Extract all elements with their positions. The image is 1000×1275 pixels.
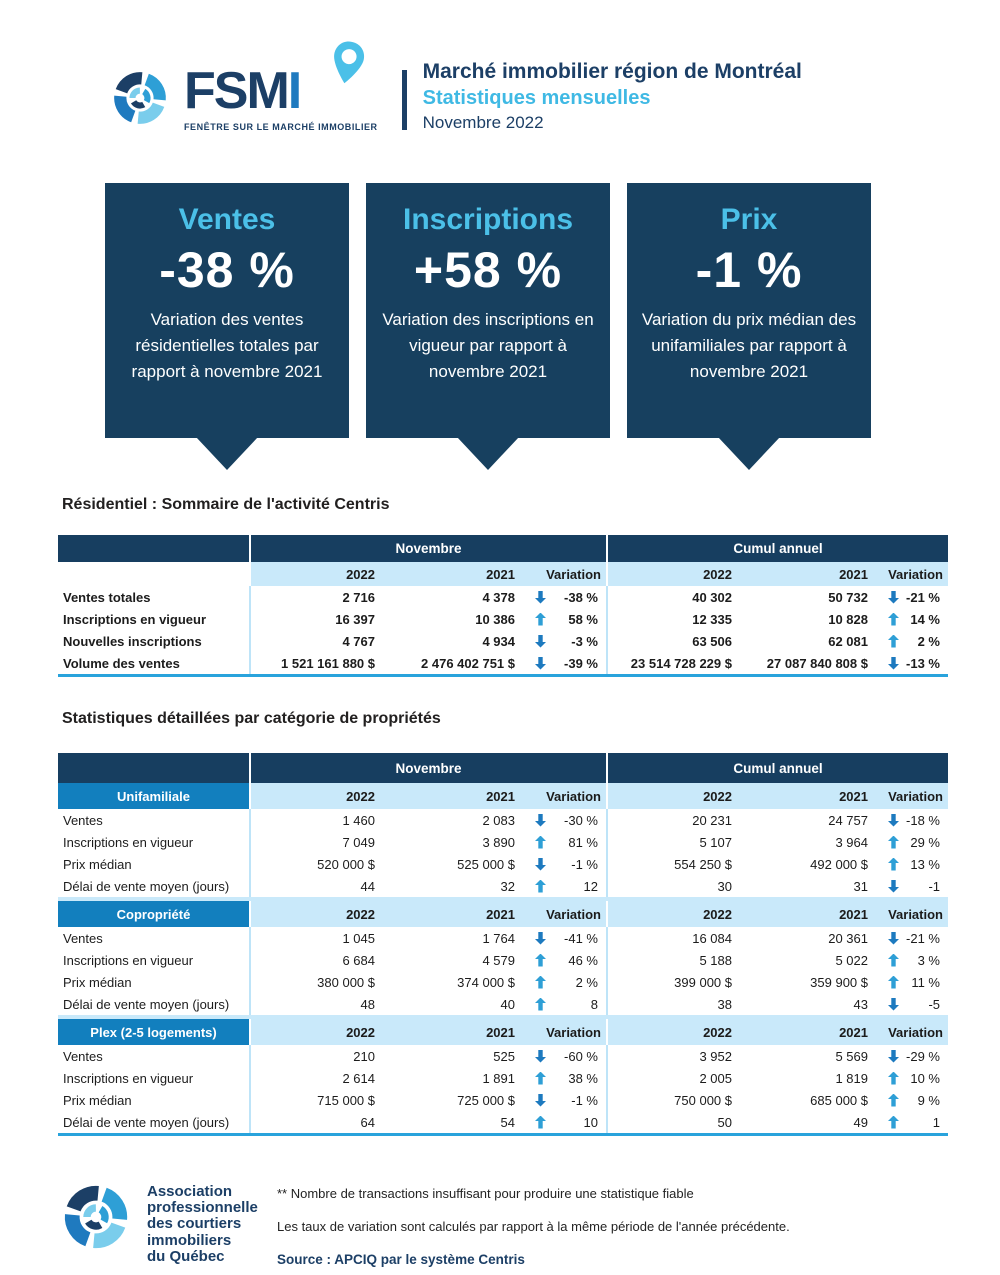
group-header: Novembre bbox=[249, 535, 606, 562]
variation-cell bbox=[525, 971, 606, 993]
cell-value: 12 335 bbox=[606, 608, 742, 630]
cell-value: 3 952 bbox=[606, 1045, 742, 1067]
table-row bbox=[58, 608, 948, 630]
row-label: Ventes bbox=[63, 1048, 103, 1064]
row-label: Délai de vente moyen (jours) bbox=[63, 1114, 230, 1130]
cell-value: 399 000 $ bbox=[606, 971, 742, 993]
variation-value: -5 bbox=[928, 996, 940, 1012]
column-header: 2022 bbox=[249, 562, 385, 586]
cell-value: 2 716 bbox=[249, 586, 385, 608]
cell-value: 525 000 $ bbox=[457, 856, 515, 872]
cell-value: 725 000 $ bbox=[457, 1092, 515, 1108]
cell-value: 62 081 bbox=[828, 633, 868, 649]
kpi-callouts bbox=[105, 183, 871, 438]
cell-value: 38 bbox=[606, 993, 742, 1015]
table-row bbox=[58, 971, 948, 993]
table-row bbox=[58, 809, 948, 831]
variation-value: -18 % bbox=[906, 812, 940, 828]
org-name-line: immobiliers bbox=[147, 1231, 232, 1249]
cell-value: 492 000 $ bbox=[810, 856, 868, 872]
cell-value: 48 bbox=[249, 993, 385, 1015]
column-header: 2021 bbox=[742, 783, 878, 809]
down-arrow-icon bbox=[888, 657, 899, 670]
up-arrow-icon bbox=[535, 976, 546, 989]
cell-value: 40 bbox=[500, 996, 515, 1012]
variation-value: 2 % bbox=[575, 974, 598, 990]
cell-value: 31 bbox=[853, 878, 868, 894]
cell-value: 24 757 bbox=[828, 812, 868, 828]
variation-value: 11 % bbox=[911, 974, 940, 990]
cell-value: 715 000 $ bbox=[249, 1089, 385, 1111]
cell-value: 3 890 bbox=[482, 834, 515, 850]
variation-cell bbox=[878, 608, 948, 630]
up-arrow-icon bbox=[888, 635, 899, 648]
cell-value: 2 005 bbox=[606, 1067, 742, 1089]
cell-value: 64 bbox=[249, 1111, 385, 1133]
variation-cell bbox=[525, 1067, 606, 1089]
cell-value: 5 569 bbox=[835, 1048, 868, 1064]
cell-value: 27 087 840 808 $ bbox=[766, 655, 868, 671]
variation-cell bbox=[878, 1045, 948, 1067]
cell-value: 685 000 $ bbox=[810, 1092, 868, 1108]
variation-value: -60 % bbox=[564, 1048, 598, 1064]
column-header: Variation bbox=[878, 901, 948, 927]
variation-cell bbox=[878, 652, 948, 674]
variation-value: -39 % bbox=[564, 655, 598, 671]
variation-value: 29 % bbox=[910, 834, 940, 850]
row-label: Inscriptions en vigueur bbox=[63, 1070, 194, 1086]
variation-value: -21 % bbox=[906, 930, 940, 946]
callout-pointer bbox=[718, 437, 780, 470]
table-row bbox=[58, 1045, 948, 1067]
row-label: Ventes bbox=[63, 930, 103, 946]
down-arrow-icon bbox=[888, 880, 899, 893]
row-label: Délai de vente moyen (jours) bbox=[63, 996, 230, 1012]
table-row bbox=[58, 993, 948, 1015]
callout-description: Variation des ventes résidentielles totales par rapport à novembre 2021 bbox=[131, 310, 323, 381]
fsmi-wordmark bbox=[184, 46, 378, 132]
down-arrow-icon bbox=[535, 657, 546, 670]
variation-cell bbox=[878, 993, 948, 1015]
row-label: Nouvelles inscriptions bbox=[63, 633, 202, 649]
variation-value: -1 % bbox=[571, 856, 598, 872]
cell-value: 50 bbox=[606, 1111, 742, 1133]
cell-value: 1 891 bbox=[482, 1070, 515, 1086]
variation-cell bbox=[878, 586, 948, 608]
row-label: Inscriptions en vigueur bbox=[63, 834, 194, 850]
variation-value: -1 bbox=[928, 878, 940, 894]
cell-value: 4 767 bbox=[249, 630, 385, 652]
variation-cell bbox=[525, 809, 606, 831]
cell-value: 210 bbox=[249, 1045, 385, 1067]
source-line: Source : APCIQ par le système Centris bbox=[277, 1252, 525, 1267]
table-row bbox=[58, 949, 948, 971]
callout-prix bbox=[627, 183, 871, 438]
row-label: Prix médian bbox=[63, 974, 132, 990]
variation-value: -29 % bbox=[906, 1048, 940, 1064]
summary-table-title: Résidentiel : Sommaire de l'activité Centris bbox=[62, 496, 390, 513]
category-label: Copropriété bbox=[58, 901, 249, 927]
up-arrow-icon bbox=[888, 613, 899, 626]
cell-value: 750 000 $ bbox=[606, 1089, 742, 1111]
variation-value: 2 % bbox=[917, 633, 940, 649]
detail-table bbox=[58, 753, 948, 1136]
column-header-row bbox=[58, 562, 948, 586]
cell-value: 7 049 bbox=[249, 831, 385, 853]
cell-value: 359 900 $ bbox=[810, 974, 868, 990]
variation-cell bbox=[878, 1089, 948, 1111]
table-group-header-row bbox=[58, 753, 948, 783]
variation-value: -38 % bbox=[564, 589, 598, 605]
cell-value: 554 250 $ bbox=[606, 853, 742, 875]
column-header: Variation bbox=[878, 1019, 948, 1045]
variation-cell bbox=[878, 875, 948, 897]
cell-value: 49 bbox=[853, 1114, 868, 1130]
variation-value: 8 bbox=[590, 996, 598, 1012]
column-header: 2022 bbox=[249, 783, 385, 809]
variation-cell bbox=[525, 831, 606, 853]
org-name-line: des courtiers bbox=[147, 1215, 242, 1233]
callout-title: Prix bbox=[720, 203, 778, 236]
up-arrow-icon bbox=[535, 836, 546, 849]
variation-value: 38 % bbox=[568, 1070, 598, 1086]
cell-value: 32 bbox=[500, 878, 515, 894]
callout-title: Inscriptions bbox=[402, 203, 574, 236]
column-header-row bbox=[58, 1019, 948, 1045]
variation-cell bbox=[878, 971, 948, 993]
up-arrow-icon bbox=[888, 976, 899, 989]
page-subtitle: Statistiques mensuelles bbox=[422, 87, 651, 110]
cell-value: 3 964 bbox=[835, 834, 868, 850]
cell-value: 1 460 bbox=[249, 809, 385, 831]
column-header: 2021 bbox=[742, 562, 878, 586]
cell-value: 44 bbox=[249, 875, 385, 897]
column-header: 2021 bbox=[385, 1019, 525, 1045]
column-header: Variation bbox=[525, 562, 606, 586]
org-name-line: Association bbox=[147, 1183, 233, 1200]
cell-value: 525 bbox=[493, 1048, 515, 1064]
up-arrow-icon bbox=[535, 998, 546, 1011]
callout-ventes bbox=[105, 183, 349, 438]
up-arrow-icon bbox=[888, 1072, 899, 1085]
group-header-spacer bbox=[58, 753, 249, 783]
summary-table bbox=[58, 535, 948, 677]
variation-cell bbox=[525, 1089, 606, 1111]
cell-value: 4 378 bbox=[482, 589, 515, 605]
row-label: Inscriptions en vigueur bbox=[63, 611, 207, 627]
up-arrow-icon bbox=[888, 1094, 899, 1107]
cell-value: 43 bbox=[853, 996, 868, 1012]
cell-value: 374 000 $ bbox=[457, 974, 515, 990]
row-label: Ventes totales bbox=[63, 589, 151, 605]
down-arrow-icon bbox=[888, 998, 899, 1011]
cell-value: 20 231 bbox=[606, 809, 742, 831]
variation-value: 46 % bbox=[568, 952, 598, 968]
variation-value: 12 bbox=[583, 878, 598, 894]
variation-cell bbox=[878, 630, 948, 652]
down-arrow-icon bbox=[888, 591, 899, 604]
table-row bbox=[58, 853, 948, 875]
variation-value: -3 % bbox=[571, 633, 598, 649]
table-row bbox=[58, 630, 948, 652]
header-divider bbox=[402, 70, 407, 130]
variation-value: 10 % bbox=[910, 1070, 940, 1086]
variation-value: -1 % bbox=[571, 1092, 598, 1108]
variation-cell bbox=[525, 993, 606, 1015]
down-arrow-icon bbox=[888, 1050, 899, 1063]
variation-value: -30 % bbox=[564, 812, 598, 828]
group-header: Novembre bbox=[249, 753, 606, 783]
variation-cell bbox=[525, 652, 606, 674]
cell-value: 23 514 728 229 $ bbox=[606, 652, 742, 674]
variation-value: -13 % bbox=[906, 655, 940, 671]
cell-value: 5 188 bbox=[606, 949, 742, 971]
org-name-line: professionnelle bbox=[147, 1199, 258, 1217]
up-arrow-icon bbox=[888, 858, 899, 871]
column-header: 2021 bbox=[742, 901, 878, 927]
column-header: Variation bbox=[878, 783, 948, 809]
column-header-row bbox=[58, 783, 948, 809]
table-row bbox=[58, 927, 948, 949]
cell-value: 30 bbox=[606, 875, 742, 897]
cell-value: 54 bbox=[500, 1114, 515, 1130]
fsmi-pinwheel-icon bbox=[106, 64, 174, 132]
column-header: 2021 bbox=[742, 1019, 878, 1045]
down-arrow-icon bbox=[535, 591, 546, 604]
group-header-spacer bbox=[58, 535, 249, 562]
callout-description: Variation du prix médian des unifamiliales par rapport à novembre 2021 bbox=[641, 310, 857, 381]
fsmi-tagline: FENÊTRE SUR LE MARCHÉ IMMOBILIER bbox=[184, 121, 378, 132]
cell-value: 20 361 bbox=[828, 930, 868, 946]
column-header: Variation bbox=[525, 901, 606, 927]
cell-value: 4 579 bbox=[482, 952, 515, 968]
variation-cell bbox=[878, 1067, 948, 1089]
column-header: 2022 bbox=[606, 783, 742, 809]
cell-value: 63 506 bbox=[606, 630, 742, 652]
detail-table-title: Statistiques détaillées par catégorie de propriétés bbox=[62, 710, 441, 727]
variation-cell bbox=[525, 853, 606, 875]
report-period: Novembre 2022 bbox=[422, 113, 544, 133]
column-header: Variation bbox=[878, 562, 948, 586]
table-row bbox=[58, 1067, 948, 1089]
up-arrow-icon bbox=[535, 1072, 546, 1085]
cell-value: 2 614 bbox=[249, 1067, 385, 1089]
callout-value: +58 % bbox=[413, 242, 563, 298]
variation-cell bbox=[878, 831, 948, 853]
cell-value: 16 397 bbox=[249, 608, 385, 630]
up-arrow-icon bbox=[535, 613, 546, 626]
variation-cell bbox=[525, 586, 606, 608]
variation-value: 58 % bbox=[568, 611, 598, 627]
cell-value: 520 000 $ bbox=[249, 853, 385, 875]
cell-value: 5 022 bbox=[835, 952, 868, 968]
callout-description: Variation des inscriptions en vigueur par rapport à novembre 2021 bbox=[382, 310, 594, 381]
up-arrow-icon bbox=[535, 880, 546, 893]
cell-value: 4 934 bbox=[482, 633, 515, 649]
column-header: 2021 bbox=[385, 901, 525, 927]
table-row bbox=[58, 831, 948, 853]
cell-value: 1 045 bbox=[249, 927, 385, 949]
variation-value: 9 % bbox=[917, 1092, 940, 1108]
column-header: 2022 bbox=[249, 901, 385, 927]
down-arrow-icon bbox=[535, 858, 546, 871]
variation-cell bbox=[878, 1111, 948, 1133]
variation-cell bbox=[525, 927, 606, 949]
footnote-insufficient-transactions: ** Nombre de transactions insuffisant pour produire une statistique fiable bbox=[277, 1186, 694, 1201]
up-arrow-icon bbox=[888, 1116, 899, 1129]
variation-cell bbox=[525, 1111, 606, 1133]
variation-cell bbox=[878, 927, 948, 949]
up-arrow-icon bbox=[888, 836, 899, 849]
down-arrow-icon bbox=[535, 635, 546, 648]
variation-value: 14 % bbox=[910, 611, 940, 627]
callout-value: -1 % bbox=[695, 242, 803, 298]
fsmi-acronym: FSMI bbox=[184, 62, 301, 120]
column-header: 2022 bbox=[606, 901, 742, 927]
variation-cell bbox=[878, 949, 948, 971]
table-row bbox=[58, 652, 948, 674]
up-arrow-icon bbox=[888, 954, 899, 967]
variation-cell bbox=[525, 1045, 606, 1067]
row-label: Délai de vente moyen (jours) bbox=[63, 878, 230, 894]
cell-value: 1 521 161 880 $ bbox=[249, 652, 385, 674]
down-arrow-icon bbox=[535, 1050, 546, 1063]
table-row bbox=[58, 586, 948, 608]
variation-cell bbox=[525, 608, 606, 630]
column-header: 2022 bbox=[249, 1019, 385, 1045]
row-label: Volume des ventes bbox=[63, 655, 180, 671]
row-label: Inscriptions en vigueur bbox=[63, 952, 194, 968]
report-footer bbox=[55, 1176, 790, 1267]
callout-pointer bbox=[196, 437, 258, 470]
map-pin-icon bbox=[326, 37, 369, 88]
org-name-line: du Québec bbox=[147, 1247, 225, 1265]
category-label: Plex (2-5 logements) bbox=[58, 1019, 249, 1045]
group-header: Cumul annuel bbox=[606, 753, 948, 783]
row-label: Prix médian bbox=[63, 856, 132, 872]
page-title: Marché immobilier région de Montréal bbox=[422, 60, 802, 83]
cell-value: 40 302 bbox=[606, 586, 742, 608]
apciq-org-name bbox=[147, 1184, 277, 1267]
report-header bbox=[106, 46, 802, 133]
down-arrow-icon bbox=[888, 814, 899, 827]
cell-value: 5 107 bbox=[606, 831, 742, 853]
callout-pointer bbox=[457, 437, 519, 470]
cell-value: 10 828 bbox=[828, 611, 868, 627]
row-label: Ventes bbox=[63, 812, 103, 828]
group-header: Cumul annuel bbox=[606, 535, 948, 562]
variation-value: 3 % bbox=[917, 952, 940, 968]
column-header: 2022 bbox=[606, 562, 742, 586]
table-row bbox=[58, 1111, 948, 1133]
variation-value: 13 % bbox=[910, 856, 940, 872]
fsmi-logo bbox=[106, 46, 378, 132]
variation-cell bbox=[878, 853, 948, 875]
cell-value: 1 764 bbox=[482, 930, 515, 946]
callout-inscriptions bbox=[366, 183, 610, 438]
variation-value: -41 % bbox=[564, 930, 598, 946]
up-arrow-icon bbox=[535, 1116, 546, 1129]
column-header: 2021 bbox=[385, 783, 525, 809]
column-header: 2022 bbox=[606, 1019, 742, 1045]
column-header: Variation bbox=[525, 1019, 606, 1045]
column-header-row bbox=[58, 901, 948, 927]
variation-value: 1 bbox=[932, 1114, 940, 1130]
variation-value: 81 % bbox=[568, 834, 598, 850]
cell-value: 50 732 bbox=[828, 589, 868, 605]
cell-value: 6 684 bbox=[249, 949, 385, 971]
column-header: Variation bbox=[525, 783, 606, 809]
down-arrow-icon bbox=[888, 932, 899, 945]
row-label: Prix médian bbox=[63, 1092, 132, 1108]
footnote-variation-rates: Les taux de variation sont calculés par rapport à la même période de l'année précédente. bbox=[277, 1219, 790, 1234]
down-arrow-icon bbox=[535, 1094, 546, 1107]
cell-value: 1 819 bbox=[835, 1070, 868, 1086]
down-arrow-icon bbox=[535, 932, 546, 945]
cell-value: 2 476 402 751 $ bbox=[421, 655, 515, 671]
cell-value: 16 084 bbox=[606, 927, 742, 949]
callout-title: Ventes bbox=[178, 203, 276, 236]
up-arrow-icon bbox=[535, 954, 546, 967]
cell-value: 10 386 bbox=[475, 611, 515, 627]
category-label: Unifamiliale bbox=[58, 783, 249, 809]
table-row bbox=[58, 875, 948, 897]
column-header: 2021 bbox=[385, 562, 525, 586]
variation-cell bbox=[525, 875, 606, 897]
variation-cell bbox=[525, 630, 606, 652]
variation-value: -21 % bbox=[906, 589, 940, 605]
table-row bbox=[58, 1089, 948, 1111]
column-header-spacer bbox=[58, 562, 249, 586]
variation-value: 10 bbox=[583, 1114, 598, 1130]
apciq-pinwheel-icon bbox=[55, 1176, 137, 1258]
cell-value: 2 083 bbox=[482, 812, 515, 828]
table-group-header-row bbox=[58, 535, 948, 562]
down-arrow-icon bbox=[535, 814, 546, 827]
cell-value: 380 000 $ bbox=[249, 971, 385, 993]
variation-cell bbox=[525, 949, 606, 971]
variation-cell bbox=[878, 809, 948, 831]
callout-value: -38 % bbox=[159, 242, 295, 298]
